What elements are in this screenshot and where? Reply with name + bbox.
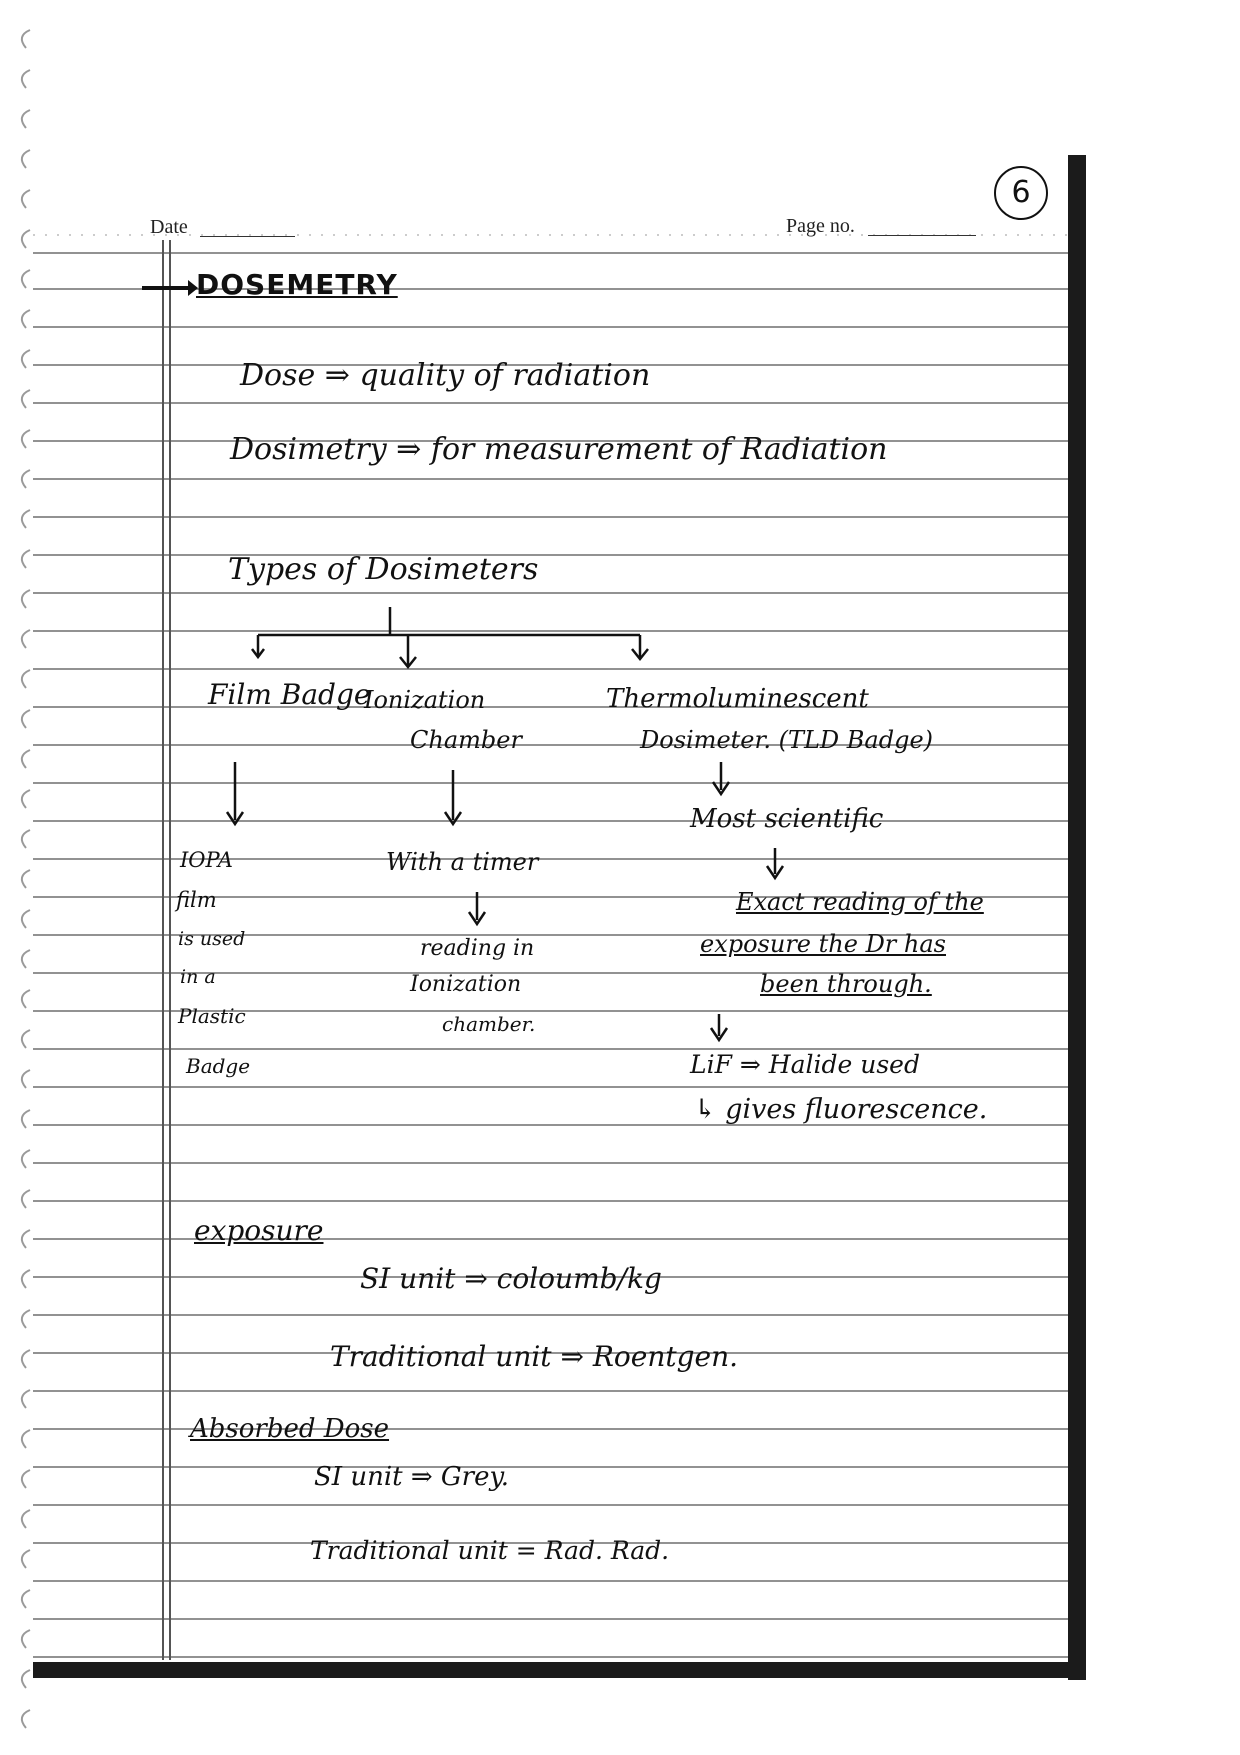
tld-step-2c: been through. bbox=[760, 970, 932, 998]
tld-heading-1: Thermoluminescent bbox=[606, 684, 869, 714]
ionization-arrow-down-icon bbox=[440, 768, 466, 830]
film-note-2: film bbox=[176, 888, 217, 912]
tld-arrow-down-icon-1 bbox=[708, 760, 734, 800]
ionization-step-2c: chamber. bbox=[442, 1012, 536, 1036]
ionization-step-2a: reading in bbox=[420, 936, 535, 961]
film-arrow-down-icon bbox=[222, 760, 248, 830]
date-field-line bbox=[200, 236, 295, 237]
tree-connectors bbox=[240, 605, 660, 685]
dose-line: Dose ⇒ quality of radiation bbox=[240, 358, 651, 393]
tld-arrow-down-icon-2 bbox=[762, 846, 788, 884]
tld-step-1: Most scientific bbox=[690, 804, 884, 834]
ionization-arrow-down-icon-2 bbox=[464, 890, 490, 930]
film-note-6: Badge bbox=[186, 1054, 251, 1078]
tld-heading-2: Dosimeter. (TLD Badge) bbox=[640, 726, 934, 754]
dosimetry-line: Dosimetry ⇒ for measurement of Radiation bbox=[230, 432, 888, 467]
arrow-right-icon bbox=[140, 278, 200, 298]
absorbed-traditional-unit: Traditional unit = Rad. Rad. bbox=[310, 1536, 670, 1565]
page-no-field-line bbox=[868, 235, 976, 236]
ionization-step-1: With a timer bbox=[386, 848, 539, 876]
types-heading: Types of Dosimeters bbox=[228, 552, 539, 587]
absorbed-dose-heading: Absorbed Dose bbox=[190, 1414, 390, 1444]
date-label: Date bbox=[150, 216, 188, 238]
film-note-3: is used bbox=[178, 928, 246, 950]
tld-step-4: ↳ gives fluorescence. bbox=[694, 1094, 988, 1125]
film-note-5: Plastic bbox=[178, 1004, 246, 1028]
ionization-step-2b: Ionization bbox=[410, 972, 522, 997]
tld-step-2a: Exact reading of the bbox=[736, 888, 984, 916]
page-no-label: Page no. bbox=[786, 215, 855, 237]
ionization-heading-2: Chamber bbox=[410, 726, 522, 754]
tld-step-3: LiF ⇒ Halide used bbox=[690, 1050, 920, 1079]
exposure-si-unit: SI unit ⇒ coloumb/kg bbox=[360, 1262, 662, 1295]
film-note-4: in a bbox=[180, 966, 216, 988]
exposure-heading: exposure bbox=[194, 1214, 324, 1247]
tld-step-2b: exposure the Dr has bbox=[700, 930, 946, 958]
film-badge-heading: Film Badge bbox=[208, 678, 371, 711]
tld-arrow-down-icon-3 bbox=[706, 1012, 732, 1046]
page-title: DOSEMETRY bbox=[196, 268, 398, 301]
ionization-heading-1: Ionization bbox=[364, 686, 486, 714]
absorbed-si-unit: SI unit ⇒ Grey. bbox=[314, 1462, 509, 1492]
scan-shadow-bottom bbox=[33, 1662, 1086, 1678]
page-number-circle: 6 bbox=[994, 166, 1048, 220]
exposure-traditional-unit: Traditional unit ⇒ Roentgen. bbox=[330, 1340, 739, 1373]
scan-shadow-right bbox=[1068, 155, 1086, 1680]
film-note-1: IOPA bbox=[180, 848, 233, 872]
